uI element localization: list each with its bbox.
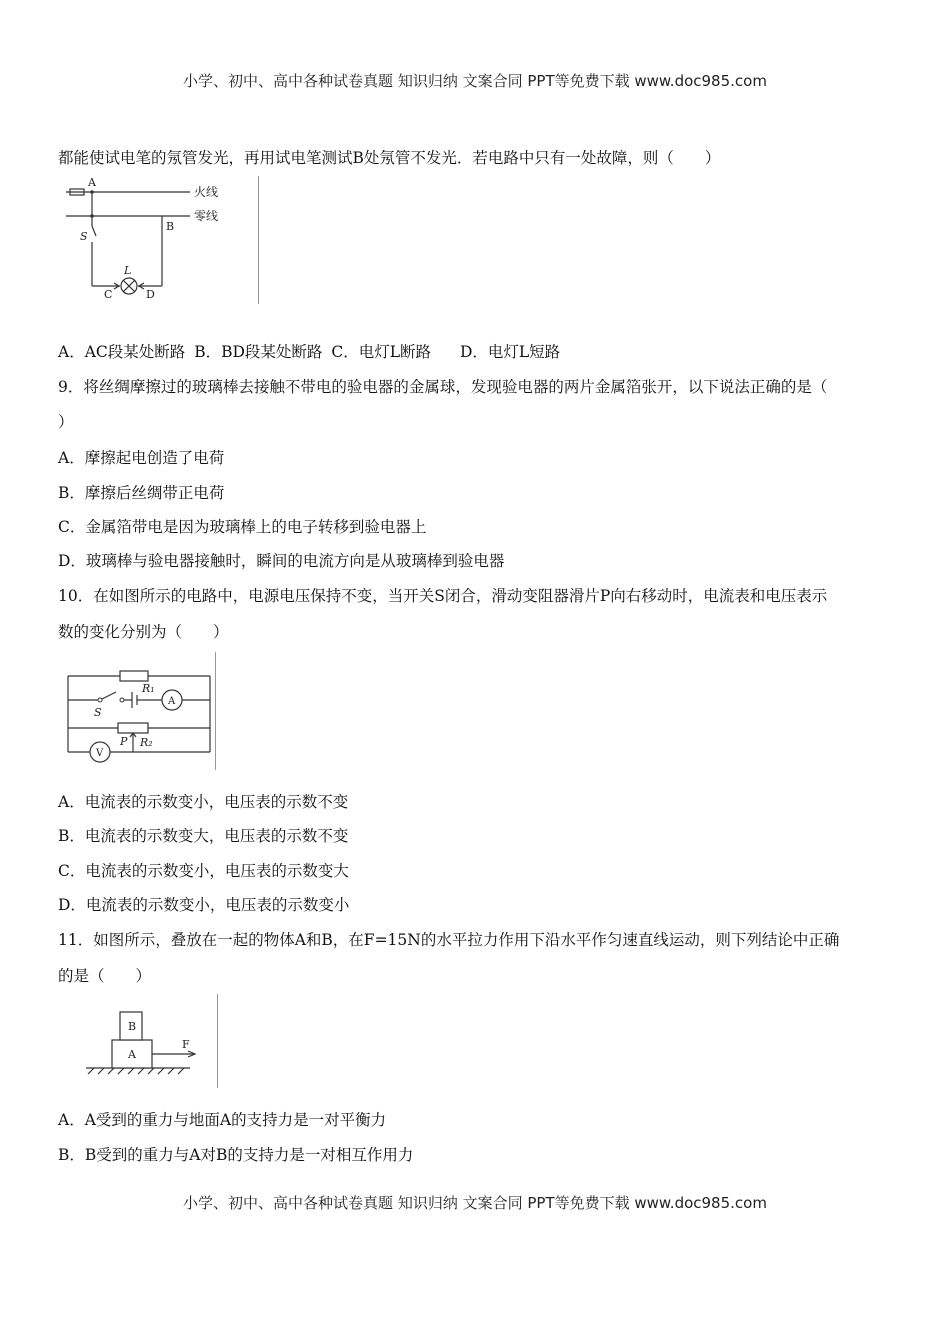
q10-label-p: P bbox=[120, 735, 128, 748]
q10-stem-line2: 数的变化分别为（ ） bbox=[58, 623, 229, 641]
q8-options bbox=[58, 340, 564, 362]
page-header: 小学、初中、高中各种试卷真题 知识归纳 文案合同 PPT等免费下载 www.doc985.com bbox=[183, 72, 767, 90]
q9-stem-line1: 9．将丝绸摩擦过的玻璃棒去接触不带电的验电器的金属球，发现验电器的两片金属箔张开，以下说法正确的是（ bbox=[58, 378, 828, 396]
q8-circuit-figure bbox=[58, 174, 260, 304]
q10-label-r2: R₂ bbox=[140, 736, 153, 749]
q8-label-b: B bbox=[166, 220, 175, 233]
q10-option-d: D．电流表的示数变小，电压表的示数变小 bbox=[58, 896, 350, 914]
q11-label-f: F bbox=[182, 1038, 190, 1051]
q11-stem-line1: 11．如图所示，叠放在一起的物体A和B，在F=15N的水平拉力作用下沿水平作匀速直线运动，则下列结论中正确 bbox=[58, 931, 840, 949]
q10-option-b: B．电流表的示数变大，电压表的示数不变 bbox=[58, 827, 349, 845]
q10-circuit-figure bbox=[58, 654, 216, 770]
q9-stem-line2: ） bbox=[58, 413, 74, 431]
q11-option-b: B．B受到的重力与A对B的支持力是一对相互作用力 bbox=[58, 1146, 414, 1164]
q10-label-r1: R₁ bbox=[142, 682, 155, 695]
q9-option-a: A．摩擦起电创造了电荷 bbox=[58, 449, 225, 467]
q10-label-ammeter: A bbox=[168, 696, 176, 707]
q8-label-s: S bbox=[80, 230, 88, 243]
q11-figure-border bbox=[217, 994, 218, 1088]
q8-label-neutral: 零线 bbox=[194, 209, 219, 223]
q10-option-c: C．电流表的示数变小，电压表的示数变大 bbox=[58, 862, 349, 880]
q10-option-a: A．电流表的示数变小，电压表的示数不变 bbox=[58, 793, 349, 811]
q9-option-b: B．摩擦后丝绸带正电荷 bbox=[58, 484, 225, 502]
q8-option-a: A．AC段某处断路 bbox=[58, 343, 186, 361]
q10-label-s: S bbox=[94, 706, 102, 719]
q10-label-voltmeter: V bbox=[96, 748, 104, 759]
q8-stem: 都能使试电笔的氖管发光，再用试电笔测试B处氖管不发光．若电路中只有一处故障，则（ ） bbox=[58, 149, 721, 167]
q8-option-c: C．电灯L断路 bbox=[331, 343, 431, 361]
q8-label-live: 火线 bbox=[194, 185, 219, 199]
q11-blocks-figure bbox=[58, 994, 218, 1090]
page-footer: 小学、初中、高中各种试卷真题 知识归纳 文案合同 PPT等免费下载 www.doc985.com bbox=[183, 1194, 767, 1212]
q10-stem-line1: 10．在如图所示的电路中，电源电压保持不变，当开关S闭合，滑动变阻器滑片P向右移动时，电流表和电压表示 bbox=[58, 587, 828, 605]
q10-figure-border bbox=[215, 652, 216, 770]
q9-option-c: C．金属箔带电是因为玻璃棒上的电子转移到验电器上 bbox=[58, 518, 427, 536]
q8-label-a: A bbox=[88, 176, 96, 189]
q8-label-c: C bbox=[104, 288, 113, 301]
q11-stem-line2: 的是（ ） bbox=[58, 967, 152, 985]
q8-label-l: L bbox=[124, 264, 132, 277]
q11-label-a: A bbox=[128, 1048, 136, 1061]
q8-option-d: D．电灯L短路 bbox=[459, 343, 561, 361]
q8-figure-border bbox=[258, 176, 259, 304]
q11-option-a: A．A受到的重力与地面A的支持力是一对平衡力 bbox=[58, 1111, 387, 1129]
q11-label-b: B bbox=[128, 1020, 137, 1033]
q9-option-d: D．玻璃棒与验电器接触时，瞬间的电流方向是从玻璃棒到验电器 bbox=[58, 552, 505, 570]
q8-option-b: B．BD段某处断路 bbox=[194, 343, 323, 361]
q8-label-d: D bbox=[146, 288, 155, 301]
